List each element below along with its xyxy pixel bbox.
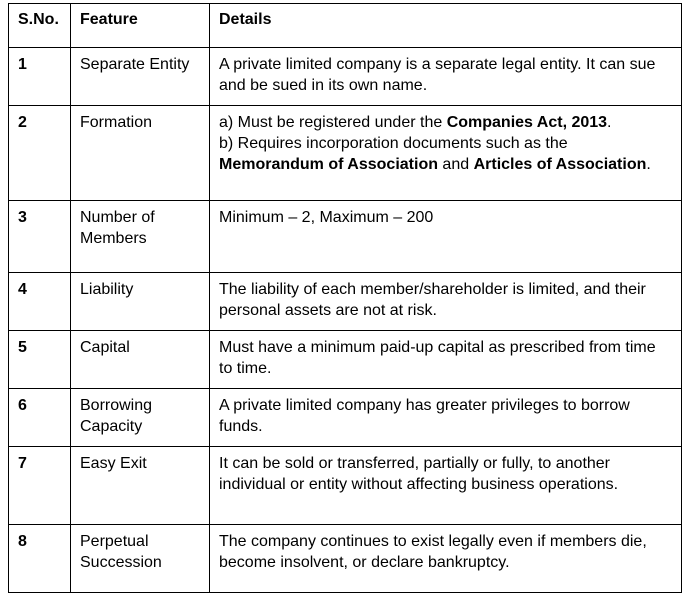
details-text: Minimum – 2, Maximum – 200 [219,209,434,226]
features-table [8,3,682,593]
row-number: 2 [9,106,71,201]
row-feature: Formation [71,106,210,201]
details-text: It can be sold or transferred, partially or fully, to another individual or entity without affecting business operations. [219,455,619,493]
row-details [210,447,682,525]
table-row [9,201,682,273]
details-text: A private limited company is a separate legal entity. It can sue and be sued in its own name. [219,56,656,94]
row-feature: Separate Entity [71,48,210,106]
row-feature: Borrowing Capacity [71,389,210,447]
row-details [210,331,682,389]
table-row [9,525,682,593]
row-details [210,273,682,331]
table-row [9,447,682,525]
details-text: and [437,156,474,173]
row-number: 7 [9,447,71,525]
row-feature: Capital [71,331,210,389]
row-details [210,525,682,593]
row-feature: Liability [71,273,210,331]
details-text: The liability of each member/shareholder is limited, and their personal assets are not at risk. [219,281,646,319]
table-header-row [9,4,682,48]
table-row [9,48,682,106]
header-feature: Feature [71,4,210,48]
table-row [9,331,682,389]
details-text: Must have a minimum paid-up capital as prescribed from time to time. [219,339,656,377]
table-row [9,389,682,447]
row-details [210,106,682,201]
details-text: A private limited company has greater privileges to borrow funds. [219,397,630,435]
table-row [9,273,682,331]
row-number: 1 [9,48,71,106]
details-text: . [646,156,651,173]
details-bold-text: Companies Act, 2013 [446,114,608,131]
header-details: Details [210,4,682,48]
row-number: 3 [9,201,71,273]
header-sno: S.No. [9,4,71,48]
row-number: 6 [9,389,71,447]
details-bold-text: Memorandum of Association [219,156,438,173]
row-feature: Number of Members [71,201,210,273]
details-text: a) Must be registered under the [219,114,447,131]
row-details [210,201,682,273]
row-number: 4 [9,273,71,331]
row-details [210,48,682,106]
row-number: 8 [9,525,71,593]
details-text: . [607,114,612,131]
table-row [9,106,682,201]
row-details [210,389,682,447]
details-text: b) Requires incorporation documents such as the [219,135,568,152]
row-number: 5 [9,331,71,389]
details-text: The company continues to exist legally even if members die, become insolvent, or declare bankruptcy. [219,533,647,571]
row-feature: Easy Exit [71,447,210,525]
details-bold-text: Articles of Association [473,156,647,173]
row-feature: Perpetual Succession [71,525,210,593]
